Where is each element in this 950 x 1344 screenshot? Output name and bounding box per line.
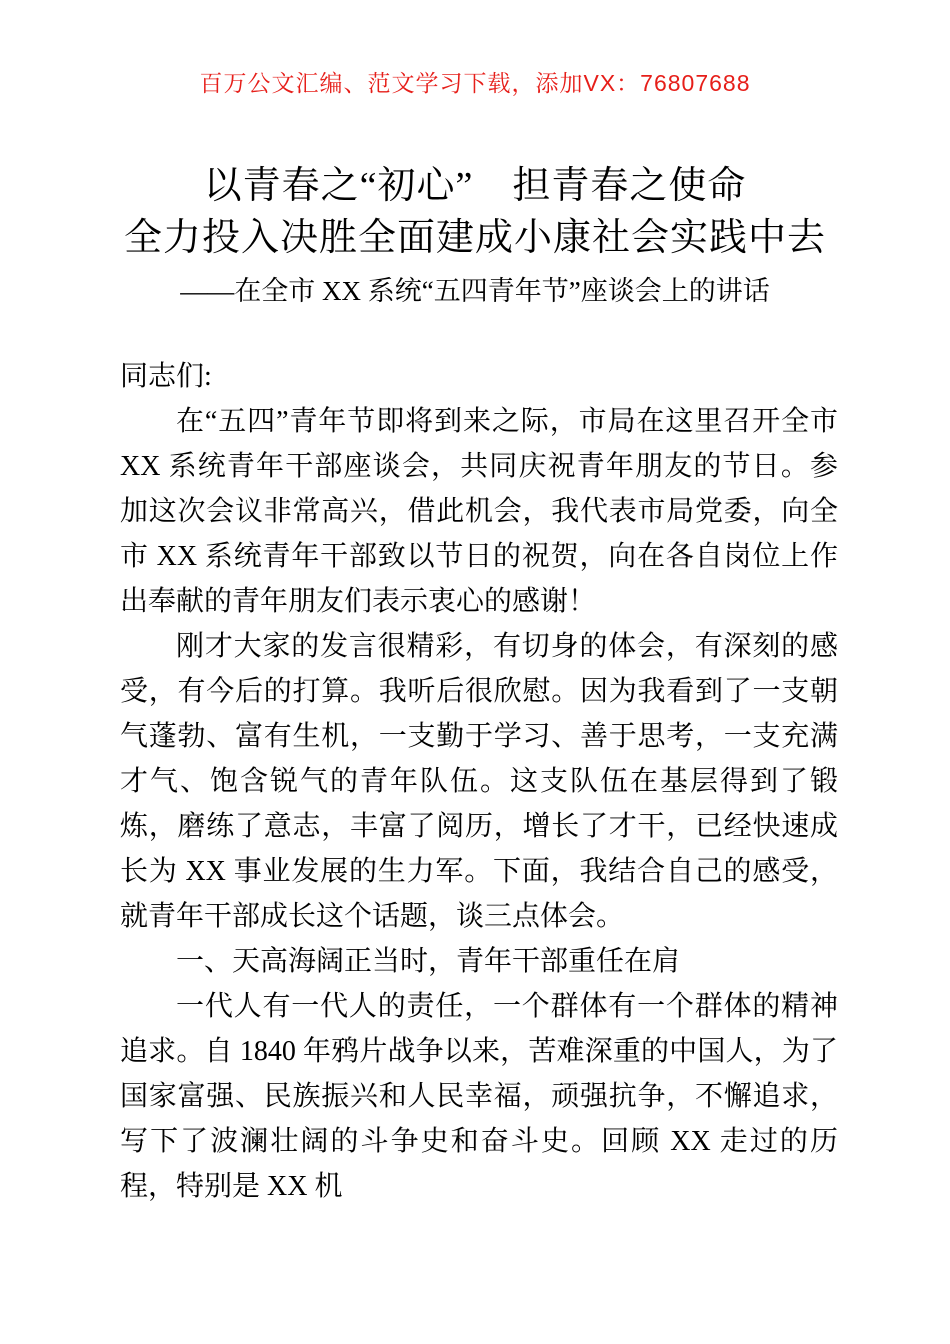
header-notice: 百万公文汇编、范文学习下载，添加VX：76807688 [199,70,751,96]
document-title-line2: 全力投入决胜全面建成小康社会实践中去 [123,217,826,259]
paragraph: 在“五四”青年节即将到来之际，市局在这里召开全市 XX 系统青年干部座谈会，共同庆祝青年朋友的节日。参加这次会议非常高兴，借此机会，我代表市局党委，向全市 XX 系统青年干部致以节日的祝贺，向在各自岗位上作出奉献的青年朋友们表示衷心的感谢！ [120,406,838,617]
document-title [0,160,950,264]
document-body [120,354,838,1209]
document-subtitle: ——在全市 XX 系统“五四青年节”座谈会上的讲话 [180,276,770,306]
paragraph: 刚才大家的发言很精彩，有切身的体会，有深刻的感受，有今后的打算。我听后很欣慰。因为我看到了一支朝气蓬勃、富有生机，一支勤于学习、善于思考，一支充满才气、饱含锐气的青年队伍。这支队伍在基层得到了锻炼，磨练了意志，丰富了阅历，增长了才干，已经快速成长为 XX 事业发展的生力军。下面，我结合自己的感受，就青年干部成长这个话题，谈三点体会。 [120,631,838,932]
salutation: 同志们: [120,361,212,392]
section-heading: 一、天高海阔正当时，青年干部重任在肩 [176,946,681,977]
document-title-line1: 以青春之“初心” 担青春之使命 [203,165,747,207]
paragraph: 一代人有一代人的责任，一个群体有一个群体的精神追求。自 1840 年鸦片战争以来，苦难深重的中国人，为了国家富强、民族振兴和人民幸福，顽强抗争，不懈追求，写下了波澜壮阔的斗争史和奋斗史。回顾 XX 走过的历程，特别是 XX 机 [120,991,838,1202]
